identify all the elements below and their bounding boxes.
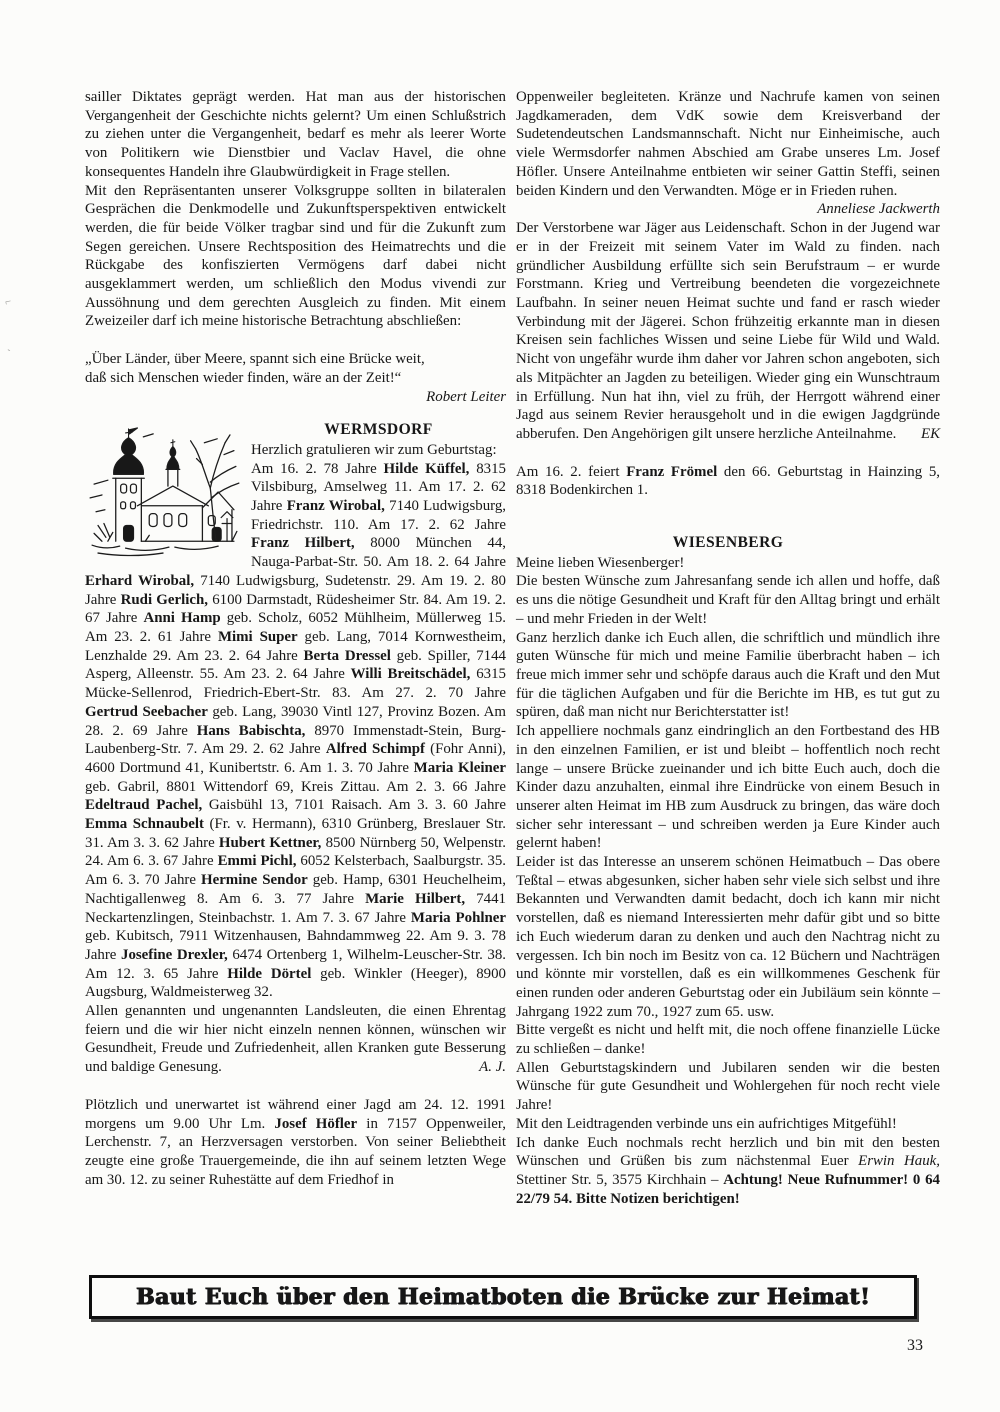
birthday-note: Am 16. 2. feiert Franz Frömel den 66. Geburtstag in Hainzing 5, 8318 Bodenkirchen 1. [516, 463, 940, 499]
section-heading-wermsdorf: WERMSDORF [324, 421, 433, 439]
letter-paragraph: Mit den Leidtragenden verbinde uns ein aufrichtiges Mitgefühl! [516, 1115, 897, 1132]
poem-line: daß sich Menschen wieder finden, wäre an der Zeit!“ [85, 369, 402, 386]
author-signature: EK [920, 425, 940, 442]
scan-artifact: ⌐ [3, 295, 13, 309]
letter-paragraph: Bitte vergeßt es nicht und helft mit, die noch offene finanzielle Lücke zu schließen – danke! [516, 1022, 940, 1058]
tribute-text: Der Verstorbene war Jäger aus Leidenschaft. Schon in der Jugend war er in der Freizeit mit seinem Vater im Wald zu finden. nach gründlicher Ausbildung erfüllte sich sein Berufstraum – er wurde Forstmann. Krieg und Vertreibung beendeten die vorgezeichnete Laufbahn. In seiner neuen Heimat suchte und fand er rasch wieder Verbindung mit der Jägerei. Schon frühzeitig erkannte man in diesen Kreisen sein fachliches Wissen und seine Liebe für Wild und Wald. Nicht von ungefähr wurde ihm daher vor Jahren schon angeboten, sich als Mitpächter an Jagden zu beteiligen. Wieder ging ein Wunschtraum in Erfüllung. Nun hat ihn, viel zu früh, der Herrgott während einer Jagd aus seinem Revier herausgeholt und in die ewigen Jagdgründe abberufen. Den Angehörigen gilt unsere herzliche Anteilnahme. [516, 220, 940, 442]
birthday-list: Herzlich gratulieren wir zum Geburtstag: Am 16. 2. 78 Jahre Hilde Küffel, 8315 Vilsbiburg, Amselweg 11. Am 17. 2. 62 Jahre Franz Wirobal, 7140 Ludwigsburg, Friedrichstr. 110. Am 17. 2. 62 Jahre Franz Hilbert, 8000 München 44, Nauga-Parbat-Str. 50. Am 18. 2. 64 Jahre Erhard Wirobal, 7140 Ludwigsburg, Sudetenstr. 29. Am 19. 2. 80 Jahre Rudi Gerlich, 6100 Darmstadt, Rüdesheimer Str. 84. Am 19. 2. 67 Jahre Anni Hamp geb. Scholz, 6052 Mühlheim, Müllerweg 15. Am 23. 2. 61 Jahre Mimi Super geb. Lang, 7014 Kornwestheim, Lenzhalde 29. Am 23. 2. 64 Jahre Berta Dressel geb. Spiller, 7144 Asperg, Alleenstr. 55. Am 23. 2. 64 Jahre Willi Breitschädel, 6315 Mücke-Sellenrod, Friedrich-Ebert-Str. 83. Am 27. 2. 70 Jahre Gertrud Seebacher geb. Lang, 39030 Vintl 127, Provinz Bozen. Am 28. 2. 69 Jahre Hans Babischta, 8970 Immenstadt-Stein, Burg-Laubenberg-Str. 7. Am 29. 2. 62 Jahre Alfred Schimpf (Fohr Anni), 4600 Dortmund 41, Kunibertstr. 6. Am 1. 3. 70 Jahre Maria Kleiner geb. Gabril, 8801 Wittendorf 69, Kreis Zittau. Am 2. 3. 66 Jahre Edeltraud Pachel, Gaisbühl 13, 7101 Raisach. Am 3. 3. 60 Jahre Emma Schnaubelt (Fr. v. Hermann), 6310 Grünberg, Breslauer Str. 31. Am 3. 3. 62 Jahre Hubert Kettner, 8500 Nürnberg 50, Welpenstr. 24. Am 6. 3. 67 Jahre Emmi Pichl, 6052 Kelsterbach, Saalburgstr. 35. Am 6. 3. 70 Jahre Hermine Sendor geb. Hamp, 6301 Heuchelheim, Nachtigallenweg 8. Am 6. 3. 77 Jahre Marie Hilbert, 7441 Neckartenzlingen, Steinbachstr. 1. Am 7. 3. 67 Jahre Maria Pohlner geb. Kubitsch, 7911 Witzenhausen, Bahndammweg 22. Am 9. 3. 78 Jahre Josefine Drexler, 6474 Ortenberg 1, Wilhelm-Leuscher-Str. 38. Am 12. 3. 65 Jahre Hilde Dörtel geb. Winkler (Heeger), 8900 Augsburg, Waldmeisterweg 32. [85, 441, 507, 1001]
hunter-tribute-paragraph [516, 219, 940, 443]
obituary-continuation [516, 88, 940, 218]
letter-paragraph: Die besten Wünsche zum Jahresanfang sende ich allen und hoffe, daß es uns die nötige Gesundheit und Kraft für den Alltag bringt und erhält – und mehr Frieden in der Welt! [516, 573, 940, 627]
banner-text: Baut Euch über den Heimatboten die Brücke zur Heimat! [135, 1284, 871, 1310]
salutation: Meine lieben Wiesenberger! [516, 554, 685, 571]
closing-text: Allen genannten und ungenannten Landsleuten, die einen Ehrentag feiern und die wir hier nicht einzeln nennen können, wünschen wir Gesundheit, Freude und Zufriedenheit, allen Kranken gute Besserung und baldige Genesung. [85, 1003, 506, 1076]
letter-paragraph: Leider ist das Interesse an unserem schönen Heimatbuch – Das obere Teßtal – etwas abgesunken, sicher haben sehr viele sich selbst und ihre Bekannten und Verwandten damit bedacht, doch ich kann mir nicht vorstellen, daß es niemand Interessierten mehr dafür gibt und so bitte ich Euch wiederum daran zu denken und auch den Nachtrag nicht zu vergessen. Ich bin noch im Besitz von ca. 12 Büchern und Nachträgen und könnte mir vorstellen, daß es ein willkommenes Geschenk für einen runden oder anderen Geburtstag oder ein Jubiläum sein könnte – Jahrgang 1922 zum 70., 1927 zum 65. usw. [516, 854, 940, 1020]
author-signature: A. J. [479, 1059, 506, 1076]
church-illustration [85, 427, 243, 557]
banner-box [89, 1275, 917, 1319]
poem-line: „Über Länder, über Meere, spannt sich eine Brücke weit, [85, 351, 425, 368]
author-signature: Anneliese Jackwerth [817, 201, 940, 218]
letter-paragraph: Ich appelliere nochmals ganz eindringlich an den Fortbestand des HB in den einzelnen Familien, er ist und bleibt – hoffentlich noch recht lange – unsere Brücke zueinander und ich bitte Euch auch, doch die Kinder dazu anzuhalten, einmal ihre Eindrücke von einem Besuch in unserer alten Heimat im HB zum Ausdruck zu bringen, das wäre doch sicher sehr interessant – und schreiben werden ja Eure Kinder auch gelernt haben! [516, 723, 940, 852]
obituary-paragraph: Plötzlich und unerwartet ist während einer Jagd am 24. 12. 1991 morgens um 9.00 Uhr Lm. Josef Höfler in 7157 Oppenweiler, Lerchenstr. 7, an Herzversagen verstorben. Von seiner Beliebtheit zeugte eine große Trauergemeinde, die ihn auf seinem letzten Wege am 30. 12. zu seiner Ruhestätte auf dem Friedhof in [85, 1096, 506, 1188]
section-heading-wiesenberg: WIESENBERG [672, 534, 784, 552]
editorial-paragraph: Mit den Repräsentanten unserer Volksgruppe sollten in bilateralen Gesprächen die Denkmodelle und Zukunftsperspektiven entwickelt werden, die für beide Völker tragbar sind und für die Zukunft zum Segen gereichen. Unsere Rechtsposition des Heimatrechts und die Rückgabe des konfiszierten Vermögens darf dabei nicht ausgeklammert werden, um schließlich den Modus vivendi zur Aussöhnung und dem gerechten Ausgleich zu finden. Mit einem Zweizeiler darf ich meine historische Betrachtung abschließen: [85, 182, 506, 330]
closing-paragraph [85, 1002, 506, 1077]
wermsdorf-section [85, 421, 506, 1077]
poem-quote [85, 350, 506, 387]
obituary-text: Oppenweiler begleiteten. Kränze und Nachrufe kamen von seinen Jagdkameraden, dem VdK sowie dem Kreisverband der Sudetendeutschen Landsmannschaft. Nicht nur Einheimische, auch viele Wermsdorfer nahmen Abschied am Grabe unseres Lm. Josef Höfler. Unsere Anteilnahme entbieten wir seiner Gattin Steffi, seinen beiden Kindern und den Verwandten. Möge er in Frieden ruhen. [516, 89, 940, 199]
scan-artifact: ` [6, 347, 13, 361]
editorial-paragraph: sailler Diktates geprägt werden. Hat man aus der historischen Vergangenheit der Geschichte nichts gelernt? Um einen Schlußstrich zu ziehen unter die Vergangenheit, bedarf es mehr als leerer Worte von Politikern wie Dienstbier und Vaclav Havel, die ohne konsequentes Handeln ihre Glaubwürdigkeit in Frage stellen. [85, 89, 506, 180]
letter-paragraph: Ganz herzlich danke ich Euch allen, die schriftlich und mündlich ihre guten Wünsche für mich und meine Familie überbracht haben – ich freue mich immer sehr und schöpfe daraus auch die Kraft und den Mut für die täglichen Aufgaben und für die Berichte im HB, es tut gut zu spüren, daß man nicht nur Berichterstatter ist! [516, 629, 940, 721]
right-column [516, 88, 940, 1208]
author-signature: Robert Leiter [426, 388, 506, 405]
page-number: 33 [907, 1337, 923, 1354]
left-column [85, 88, 506, 1189]
letter-final-paragraph: Ich danke Euch nochmals recht herzlich und bin mit den besten Wünschen und Grüßen bis zum nächstenmal Euer Erwin Hauk, Stettiner Str. 5, 3575 Kirchhain – Achtung! Neue Rufnummer! 0 64 22/79 54. Bitte Notizen berichtigen! [516, 1134, 941, 1207]
letter-paragraph: Allen Geburtstagskindern und Jubilaren senden wir die besten Wünsche für gute Gesundheit und Wohlergehen für noch recht viele Jahre! [516, 1059, 940, 1114]
